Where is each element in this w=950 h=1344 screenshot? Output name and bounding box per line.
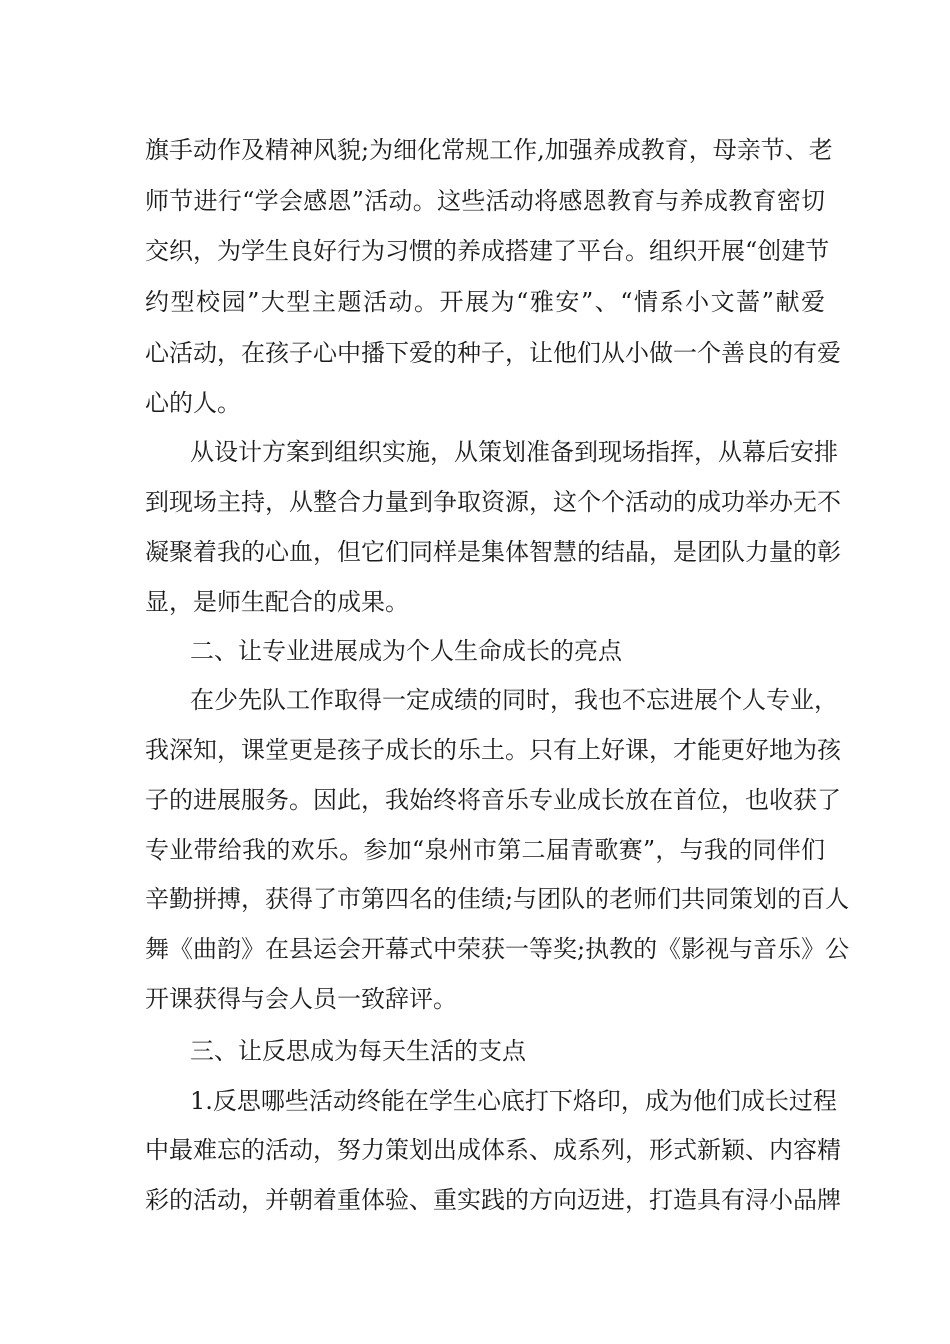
text-line-20: 1.反思哪些活动终能在学生心底打下烙印，成为他们成长过程 <box>190 1087 837 1115</box>
text-line-10: 显，是师生配合的成果。 <box>145 588 409 616</box>
text-line-5: 心活动，在孩子心中播下爱的种子，让他们从小做一个善良的有爱 <box>145 339 841 367</box>
text-line-7: 从设计方案到组织实施，从策划准备到现场指挥，从幕后安排 <box>190 438 838 466</box>
text-line-22: 彩的活动，并朝着重体验、重实践的方向迈进，打造具有浔小品牌 <box>145 1186 841 1214</box>
text-line-12: 在少先队工作取得一定成绩的同时，我也不忘进展个人专业， <box>190 686 838 714</box>
text-line-14: 子的进展服务。因此，我始终将音乐专业成长放在首位，也收获了 <box>145 786 841 814</box>
text-line-15: 专业带给我的欢乐。参加“泉州市第二届青歌赛”，与我的同伴们 <box>145 836 825 864</box>
text-line-13: 我深知，课堂更是孩子成长的乐土。只有上好课，才能更好地为孩 <box>145 736 841 764</box>
text-line-21: 中最难忘的活动，努力策划出成体系、成系列，形式新颖、内容精 <box>145 1136 841 1164</box>
text-line-6: 心的人。 <box>145 389 241 417</box>
text-line-4: 约型校园”大型主题活动。开展为“雅安”、“情系小文蔷”献爱 <box>145 288 825 316</box>
section-heading-3: 三、让反思成为每天生活的支点 <box>190 1037 526 1065</box>
text-line-9: 凝聚着我的心血，但它们同样是集体智慧的结晶，是团队力量的彰 <box>145 538 841 566</box>
text-line-3: 交织，为学生良好行为习惯的养成搭建了平台。组织开展“创建节 <box>145 237 830 265</box>
text-line-18: 开课获得与会人员一致辞评。 <box>145 985 457 1013</box>
text-line-2: 师节进行“学会感恩”活动。这些活动将感恩教育与养成教育密切 <box>145 187 825 215</box>
text-line-1: 旗手动作及精神风貌;为细化常规工作,加强养成教育，母亲节、老 <box>145 136 833 164</box>
text-line-17: 舞《曲韵》在县运会开幕式中荣获一等奖;执教的《影视与音乐》公 <box>145 935 850 963</box>
section-heading-2: 二、让专业进展成为个人生命成长的亮点 <box>190 637 622 665</box>
text-line-16: 辛勤拼搏，获得了市第四名的佳绩;与团队的老师们共同策划的百人 <box>145 885 850 913</box>
text-line-8: 到现场主持，从整合力量到争取资源，这个个活动的成功举办无不 <box>145 488 841 516</box>
